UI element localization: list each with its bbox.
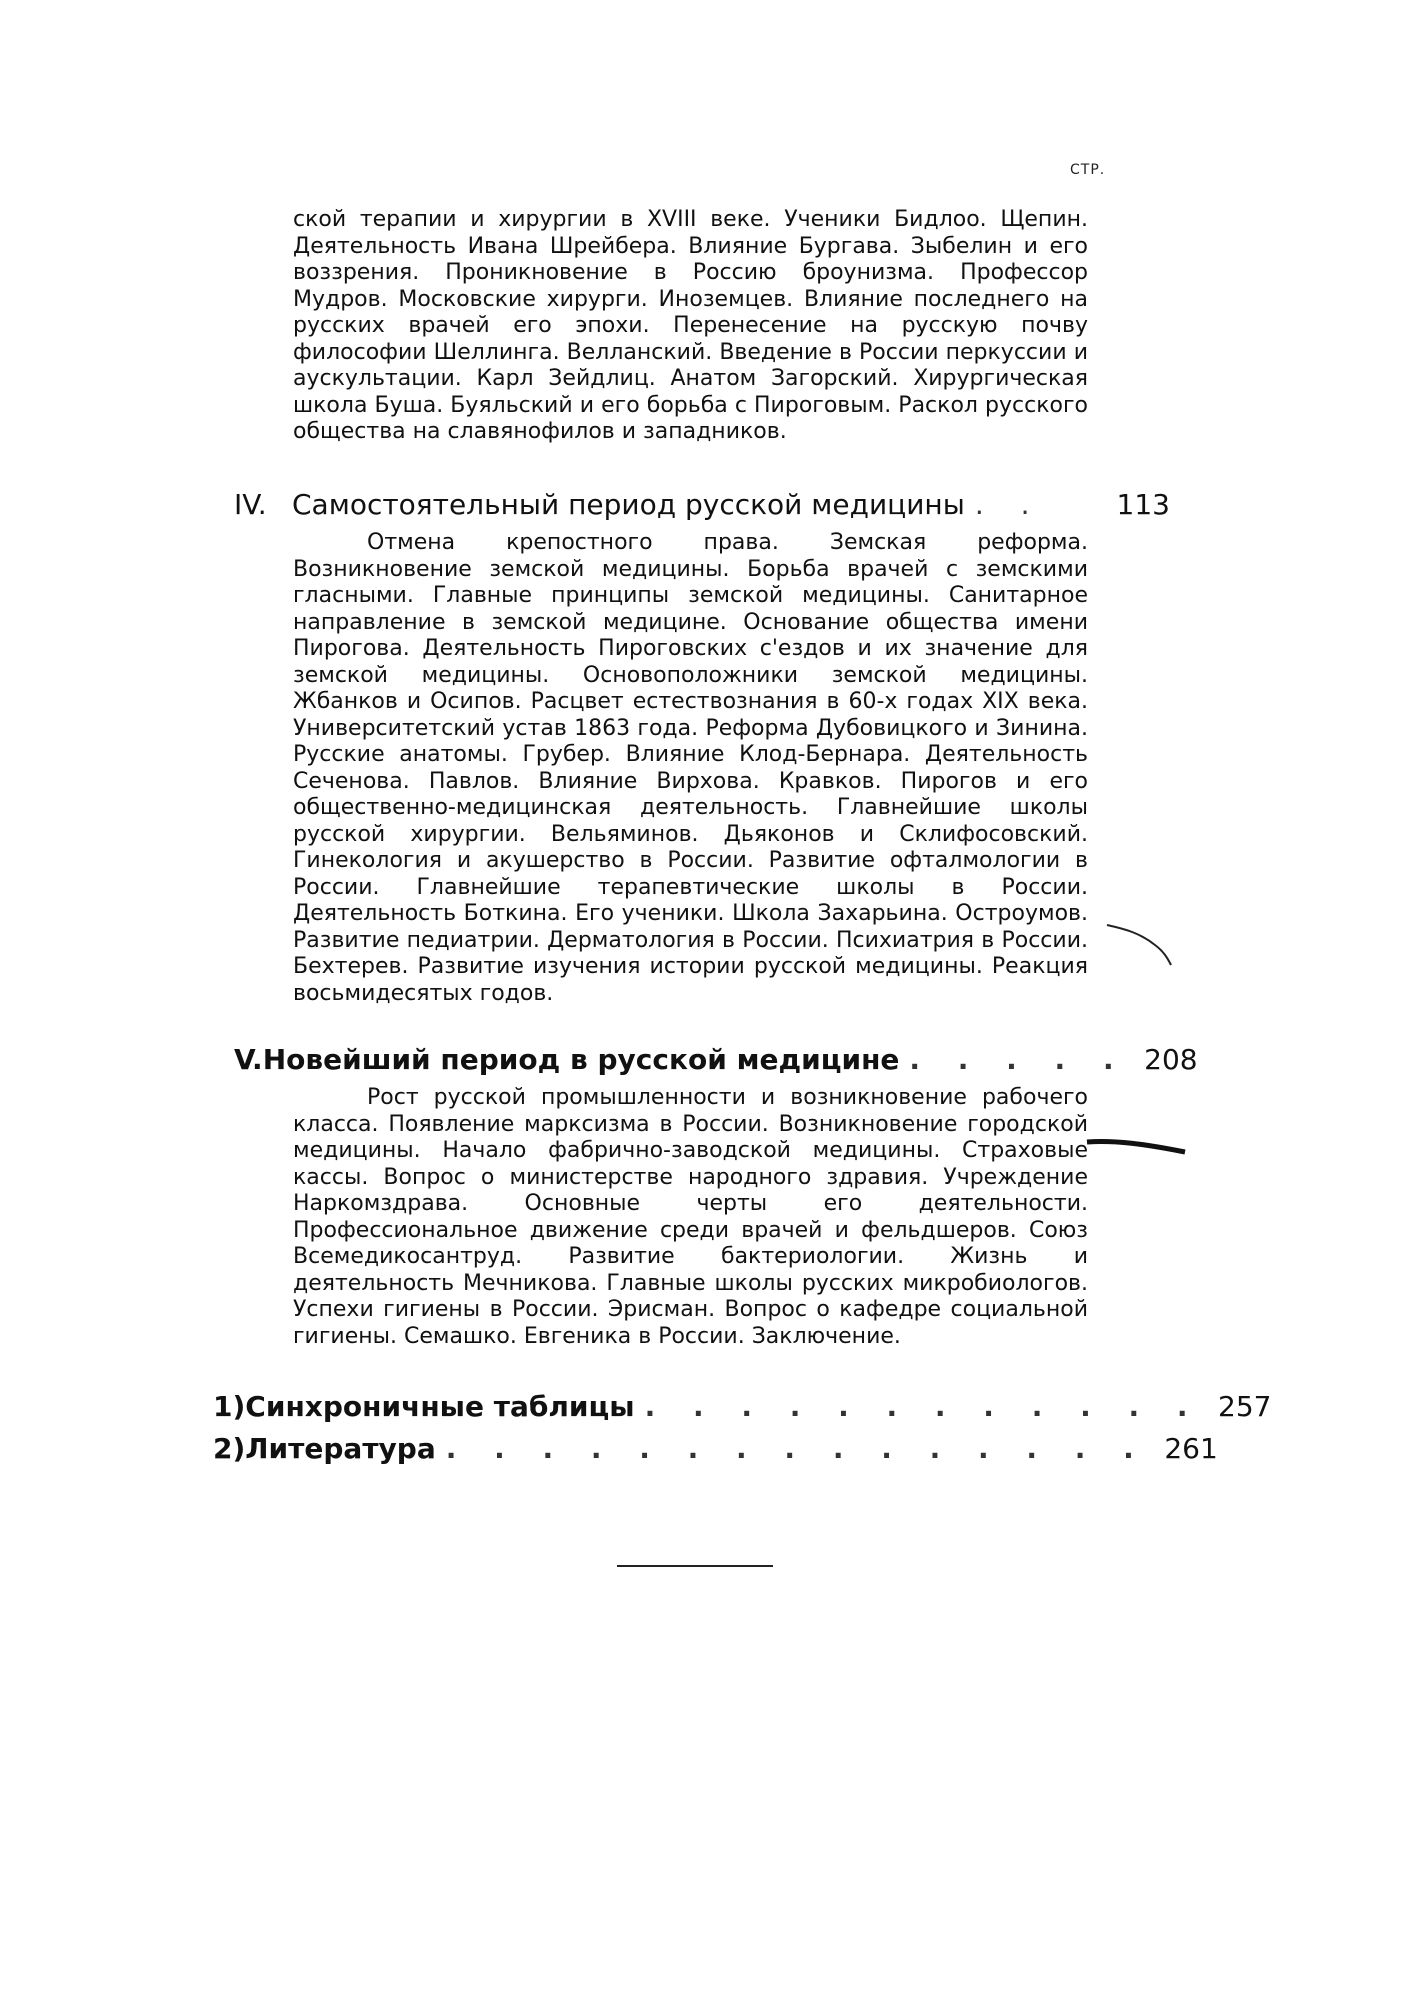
toc-entry-appendix-2[interactable] bbox=[213, 1432, 1218, 1465]
dot-leader: . . . . . . . . . . . . . . . bbox=[445, 1432, 1148, 1465]
toc-entry-appendix-1[interactable] bbox=[213, 1390, 1272, 1423]
page-number: 208 bbox=[1144, 1043, 1198, 1076]
page-number: 113 bbox=[1116, 488, 1170, 521]
section-number: V. bbox=[234, 1043, 263, 1076]
dot-leader: . . bbox=[974, 488, 1044, 521]
page-number: 257 bbox=[1218, 1390, 1272, 1423]
dot-leader: . . . . . bbox=[909, 1043, 1128, 1076]
page-column-label: СТР. bbox=[1070, 162, 1106, 178]
pen-mark-upper bbox=[1105, 915, 1185, 975]
appendix-number: 2) bbox=[213, 1432, 246, 1465]
end-rule bbox=[617, 1565, 773, 1567]
appendix-title: Синхроничные таблицы bbox=[245, 1390, 635, 1423]
toc-entry-section-iv[interactable] bbox=[234, 488, 1170, 521]
section-v-summary: Рост русской промышленности и возникновение рабочего класса. Появление марксизма в России. Возникновение городской медицины. Начало фабрично-заводской медицины. Страховые кассы. Вопрос о министерстве народного здравия. Учреждение Наркомздрава. Основные черты его деятельности. Профессиональное движение среди врачей и фельдшеров. Союз Всемедикосантруд. Развитие бактериологии. Жизнь и деятельность Мечникова. Главные школы русских микробиологов. Успехи гигиены в России. Эрисман. Вопрос о кафедре социальной гигиены. Семашко. Евгеника в России. Заключение. bbox=[293, 1085, 1088, 1349]
section-iv-summary: Отмена крепостного права. Земская реформа. Возникновение земской медицины. Борьба врачей с земскими гласными. Главные принципы земской медицины. Санитарное направление в земской медицине. Основание общества имени Пирогова. Деятельность Пироговских с'ездов и их значение для земской медицины. Основоположники земской медицины. Жбанков и Осипов. Расцвет естествознания в 60-х годах XIX века. Университетский устав 1863 года. Реформа Дубовицкого и Зинина. Русские анатомы. Грубер. Влияние Клод-Бернара. Деятельность Сеченова. Павлов. Влияние Вирхова. Кравков. Пирогов и его общественно-медицинская деятельность. Главнейшие школы русской хирургии. Вельяминов. Дьяконов и Склифосовский. Гинекология и акушерство в России. Развитие офталмологии в России. Главнейшие терапевтические школы в России. Деятельность Боткина. Его ученики. Школа Захарьина. Остроумов. Развитие педиатрии. Дерматология в России. Психиатрия в России. Бехтерев. Развитие изучения истории русской медицины. Реакция восьмидесятых годов. bbox=[293, 530, 1088, 1006]
section-title: Новейший период в русской медицине bbox=[262, 1043, 900, 1076]
page-number: 261 bbox=[1164, 1432, 1218, 1465]
section-title: Самостоятельный период русской медицины bbox=[292, 488, 965, 521]
dot-leader: . . . . . . . . . . . . bbox=[644, 1390, 1202, 1423]
appendix-title: Литература bbox=[245, 1432, 436, 1465]
section-number: IV. bbox=[234, 488, 267, 521]
intro-paragraph: ской терапии и хирургии в XVIII веке. Ученики Бидлоо. Щепин. Деятельность Ивана Шрейбера. Влияние Бургава. Зыбелин и его воззрения. Проникновение в Россию броунизма. Профессор Мудров. Московские хирурги. Иноземцев. Влияние последнего на русских врачей его эпохи. Перенесение на русскую почву философии Шеллинга. Велланский. Введение в России перкуссии и аускультации. Карл Зейдлиц. Анатом Загорский. Хирургическая школа Буша. Буяльский и его борьба с Пироговым. Раскол русского общества на славянофилов и западников. bbox=[293, 207, 1088, 444]
pen-mark-lower bbox=[1085, 1130, 1195, 1170]
appendix-number: 1) bbox=[213, 1390, 246, 1423]
toc-entry-section-v[interactable] bbox=[234, 1043, 1198, 1076]
